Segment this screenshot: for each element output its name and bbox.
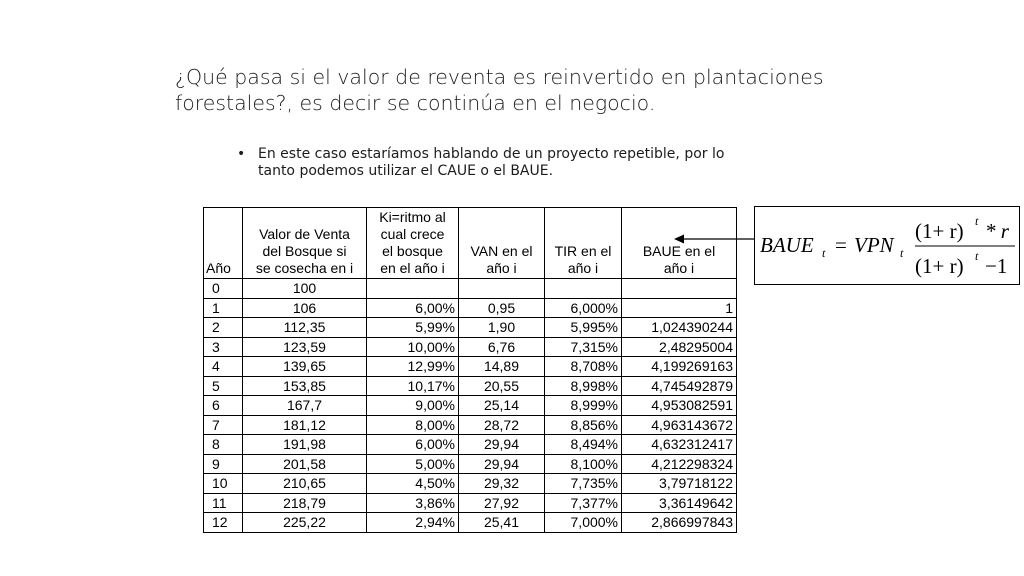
table-cell: 1 (204, 298, 243, 318)
table-cell: 218,79 (243, 493, 367, 513)
table-row (204, 513, 737, 533)
table-cell: 10,17% (367, 376, 459, 396)
column-header-line: año i (567, 260, 599, 276)
column-header (204, 208, 243, 279)
table-cell: 167,7 (243, 396, 367, 416)
table-cell: 4,50% (367, 474, 459, 494)
column-header-line: TIR en el (554, 243, 612, 259)
column-header-line: BAUE en el (642, 243, 716, 259)
table-cell: 11 (204, 493, 243, 513)
table-cell: 6 (204, 396, 243, 416)
table-cell: 20,55 (459, 376, 545, 396)
formula-vpn-sub: t (900, 246, 904, 260)
table-row (204, 474, 737, 494)
table-cell: 6,000% (545, 298, 622, 318)
table-cell: 0,95 (459, 298, 545, 318)
table-cell: 123,59 (243, 337, 367, 357)
table-row (204, 415, 737, 435)
table-cell: 2 (204, 318, 243, 338)
table-cell: 7,377% (545, 493, 622, 513)
baue-formula (755, 207, 1019, 284)
column-header-line: del Bosque si (262, 243, 347, 259)
column-header-line: Valor de Venta (259, 226, 350, 242)
table-row (204, 435, 737, 455)
formula-denominator-exp: t (975, 249, 979, 263)
table-cell: 1,90 (459, 318, 545, 338)
table-cell: 4,953082591 (622, 396, 737, 416)
table-cell: 2,48295004 (622, 337, 737, 357)
table-row (204, 318, 737, 338)
table-cell: 2,94% (367, 513, 459, 533)
formula-equals: = (835, 233, 847, 257)
table-cell: 3 (204, 337, 243, 357)
table-cell (545, 279, 622, 299)
table-cell: 8,998% (545, 376, 622, 396)
table-cell: 6,76 (459, 337, 545, 357)
table-cell: 8,494% (545, 435, 622, 455)
table-cell: 191,98 (243, 435, 367, 455)
table-cell: 4,199269163 (622, 357, 737, 377)
table-cell: 106 (243, 298, 367, 318)
table-cell: 4 (204, 357, 243, 377)
table-cell: 181,12 (243, 415, 367, 435)
table-row (204, 357, 737, 377)
table-cell: 201,58 (243, 454, 367, 474)
formula-denominator-tail: −1 (985, 254, 1008, 278)
table-cell: 7,315% (545, 337, 622, 357)
slide-title-line-1: ¿Qué pasa si el valor de reventa es reinvertido en plantaciones (175, 65, 824, 89)
column-header-line: Año (206, 260, 231, 276)
table-cell: 25,41 (459, 513, 545, 533)
table-row (204, 279, 737, 299)
bullet-text-line-2: tanto podemos utilizar el CAUE o el BAUE. (258, 163, 554, 179)
bullet-text-line-1: En este caso estaríamos hablando de un proyecto repetible, por lo (258, 146, 725, 162)
table-row (204, 493, 737, 513)
table-row (204, 396, 737, 416)
arrow-left-icon (674, 231, 754, 247)
table-cell (459, 279, 545, 299)
table-cell: 5,00% (367, 454, 459, 474)
table-cell: 5 (204, 376, 243, 396)
table-cell: 7 (204, 415, 243, 435)
table-cell: 225,22 (243, 513, 367, 533)
column-header-line: cual crece (380, 226, 445, 242)
table-cell: 12 (204, 513, 243, 533)
column-header-line: se cosecha en i (255, 260, 354, 276)
baue-formula-box (754, 206, 1020, 285)
formula-lhs: BAUE (760, 233, 814, 257)
table-cell: 153,85 (243, 376, 367, 396)
table-cell: 25,14 (459, 396, 545, 416)
column-header (545, 208, 622, 279)
table-cell: 112,35 (243, 318, 367, 338)
table-cell: 210,65 (243, 474, 367, 494)
table-cell: 1 (622, 298, 737, 318)
table-cell: 2,866997843 (622, 513, 737, 533)
column-header (459, 208, 545, 279)
bullet-marker: • (237, 146, 246, 162)
table-cell: 4,963143672 (622, 415, 737, 435)
table-row (204, 454, 737, 474)
table-cell: 29,94 (459, 435, 545, 455)
bullet-point (237, 146, 757, 180)
table-cell: 8 (204, 435, 243, 455)
table-cell (622, 279, 737, 299)
table-header-row (204, 208, 737, 279)
table-cell: 28,72 (459, 415, 545, 435)
baue-table (203, 207, 737, 533)
table-cell: 8,00% (367, 415, 459, 435)
table-cell: 4,212298324 (622, 454, 737, 474)
table-cell: 9 (204, 454, 243, 474)
table-row (204, 376, 737, 396)
table-cell: 29,32 (459, 474, 545, 494)
table-cell: 8,100% (545, 454, 622, 474)
column-header-line: el bosque (382, 243, 443, 259)
column-header (243, 208, 367, 279)
formula-vpn: VPN (854, 233, 894, 257)
table-cell: 6,00% (367, 298, 459, 318)
column-header (367, 208, 459, 279)
table-cell: 8,856% (545, 415, 622, 435)
table-cell: 9,00% (367, 396, 459, 416)
table-row (204, 298, 737, 318)
table-cell: 4,745492879 (622, 376, 737, 396)
table-cell: 8,708% (545, 357, 622, 377)
table-cell: 7,000% (545, 513, 622, 533)
table-cell: 139,65 (243, 357, 367, 377)
table-cell: 0 (204, 279, 243, 299)
column-header-line: año i (663, 260, 695, 276)
formula-lhs-sub: t (822, 246, 826, 260)
table-cell: 3,86% (367, 493, 459, 513)
table-cell: 10 (204, 474, 243, 494)
table-cell: 8,999% (545, 396, 622, 416)
table-cell: 1,024390244 (622, 318, 737, 338)
table-cell (367, 279, 459, 299)
table-cell: 3,36149642 (622, 493, 737, 513)
formula-denominator: (1+ r) (915, 254, 964, 278)
table-cell: 29,94 (459, 454, 545, 474)
table-cell: 6,00% (367, 435, 459, 455)
column-header-line: en el año i (380, 260, 445, 276)
table-cell: 7,735% (545, 474, 622, 494)
formula-numerator-exp: t (975, 214, 979, 228)
table-row (204, 337, 737, 357)
table-cell: 14,89 (459, 357, 545, 377)
column-header-line: Ki=ritmo al (379, 209, 446, 225)
table-cell: 5,995% (545, 318, 622, 338)
column-header-line: año i (486, 260, 517, 276)
table-cell: 10,00% (367, 337, 459, 357)
slide-title-line-2: forestales?, es decir se continúa en el negocio. (175, 91, 656, 115)
slide-title (175, 64, 875, 116)
table-cell: 100 (243, 279, 367, 299)
table-cell: 4,632312417 (622, 435, 737, 455)
formula-numerator-tail: * r (985, 219, 1009, 243)
column-header-line: VAN en el (470, 243, 533, 259)
table-cell: 3,79718122 (622, 474, 737, 494)
table-cell: 12,99% (367, 357, 459, 377)
table-cell: 5,99% (367, 318, 459, 338)
table-cell: 27,92 (459, 493, 545, 513)
formula-numerator: (1+ r) (915, 219, 964, 243)
